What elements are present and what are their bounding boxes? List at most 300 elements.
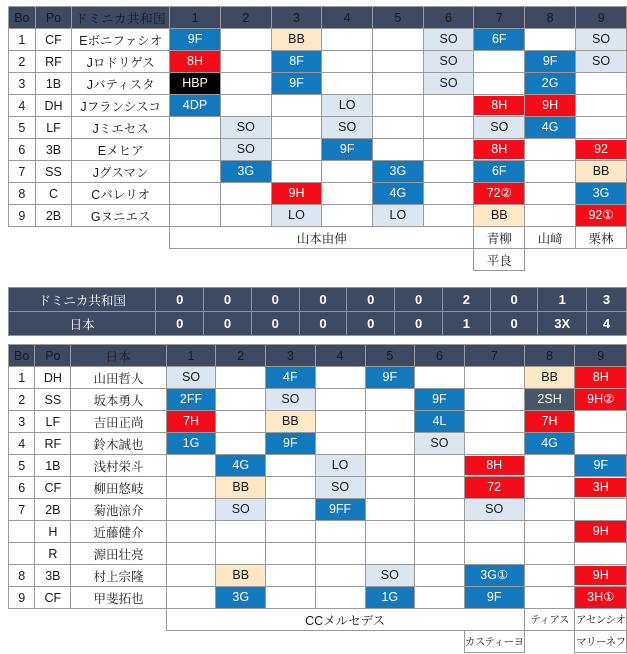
at-bat-cell[interactable] (464, 433, 524, 455)
at-bat-cell[interactable] (170, 117, 221, 139)
at-bat-cell[interactable] (170, 183, 221, 205)
player-name: Cバレリオ (72, 183, 170, 205)
position: LF (35, 117, 72, 139)
at-bat-cell[interactable] (464, 477, 524, 499)
at-bat-cell[interactable] (415, 389, 465, 411)
at-bat-result (366, 433, 415, 454)
at-bat-result: 9FF (316, 499, 365, 520)
at-bat-cell[interactable] (365, 543, 415, 565)
at-bat-result: 3H (575, 478, 626, 497)
at-bat-cell[interactable] (423, 139, 474, 161)
at-bat-cell[interactable] (166, 565, 216, 587)
at-bat-cell[interactable] (524, 477, 575, 499)
at-bat-cell[interactable] (474, 139, 525, 161)
position: CF (35, 477, 71, 499)
at-bat-cell[interactable] (266, 521, 316, 543)
at-bat-cell[interactable] (266, 499, 316, 521)
at-bat-cell[interactable] (315, 411, 365, 433)
at-bat-cell[interactable] (315, 543, 365, 565)
position: CF (35, 29, 72, 51)
at-bat-cell[interactable] (322, 117, 373, 139)
at-bat-cell[interactable] (216, 455, 266, 477)
at-bat-cell[interactable] (373, 183, 424, 205)
at-bat-cell[interactable] (576, 139, 627, 161)
at-bat-cell[interactable] (315, 433, 365, 455)
at-bat-result: 6F (474, 29, 524, 50)
at-bat-cell[interactable] (423, 183, 474, 205)
at-bat-cell[interactable] (575, 521, 627, 543)
at-bat-result: 6F (474, 161, 524, 182)
at-bat-cell[interactable] (266, 543, 316, 565)
at-bat-cell[interactable] (170, 73, 221, 95)
at-bat-cell[interactable] (365, 389, 415, 411)
header-po: Po (35, 7, 72, 29)
pitcher-row-gutter (9, 249, 170, 271)
at-bat-cell[interactable] (365, 411, 415, 433)
table-header-row (9, 345, 627, 367)
at-bat-cell[interactable] (216, 521, 266, 543)
position: DH (35, 367, 71, 389)
at-bat-cell[interactable] (575, 411, 627, 433)
at-bat-cell[interactable] (464, 521, 524, 543)
pitcher-name[interactable]: アセンシオ (575, 609, 627, 631)
at-bat-cell[interactable] (575, 367, 627, 389)
at-bat-cell[interactable] (166, 587, 216, 609)
batter-row (9, 565, 627, 587)
at-bat-cell[interactable] (166, 389, 216, 411)
at-bat-cell[interactable] (216, 389, 266, 411)
at-bat-result (167, 587, 216, 608)
at-bat-cell[interactable] (524, 521, 575, 543)
at-bat-result: 9F (465, 587, 524, 608)
at-bat-result: 1G (366, 587, 415, 608)
at-bat-cell[interactable] (365, 587, 415, 609)
at-bat-cell[interactable] (322, 139, 373, 161)
at-bat-cell[interactable] (220, 117, 271, 139)
header-inning-8: 8 (524, 345, 575, 367)
at-bat-cell[interactable] (315, 587, 365, 609)
at-bat-result (415, 477, 464, 498)
at-bat-cell[interactable] (322, 29, 373, 51)
at-bat-result (170, 117, 220, 138)
at-bat-cell[interactable] (576, 183, 627, 205)
at-bat-cell[interactable] (576, 73, 627, 95)
at-bat-cell[interactable] (464, 543, 524, 565)
at-bat-cell[interactable] (315, 367, 365, 389)
at-bat-result (575, 499, 626, 520)
at-bat-cell[interactable] (525, 183, 576, 205)
at-bat-cell[interactable] (170, 139, 221, 161)
at-bat-cell[interactable] (170, 205, 221, 227)
at-bat-result: 3G (216, 587, 265, 608)
at-bat-result (424, 183, 474, 204)
at-bat-cell[interactable] (576, 29, 627, 51)
batter-row (9, 367, 627, 389)
at-bat-cell[interactable] (322, 95, 373, 117)
at-bat-result (322, 51, 372, 72)
at-bat-cell[interactable] (266, 587, 316, 609)
at-bat-cell[interactable] (315, 499, 365, 521)
pitcher-name[interactable]: 平良 (474, 249, 525, 271)
at-bat-cell[interactable] (315, 521, 365, 543)
at-bat-cell[interactable] (524, 389, 575, 411)
at-bat-cell[interactable] (525, 205, 576, 227)
at-bat-cell[interactable] (415, 455, 465, 477)
at-bat-cell[interactable] (271, 161, 322, 183)
at-bat-cell[interactable] (464, 411, 524, 433)
at-bat-cell[interactable] (464, 499, 524, 521)
at-bat-cell[interactable] (365, 477, 415, 499)
at-bat-result (576, 73, 626, 94)
at-bat-cell[interactable] (271, 95, 322, 117)
at-bat-cell[interactable] (365, 455, 415, 477)
at-bat-cell[interactable] (271, 183, 322, 205)
pitcher-name[interactable]: 栗林 (576, 227, 627, 249)
at-bat-cell[interactable] (576, 161, 627, 183)
at-bat-cell[interactable] (415, 543, 465, 565)
at-bat-cell[interactable] (575, 477, 627, 499)
at-bat-result: 9H (272, 183, 322, 204)
at-bat-cell[interactable] (166, 521, 216, 543)
at-bat-cell[interactable] (415, 477, 465, 499)
at-bat-result: 7H (525, 411, 575, 432)
at-bat-cell[interactable] (271, 51, 322, 73)
at-bat-cell[interactable] (220, 161, 271, 183)
at-bat-cell[interactable] (525, 117, 576, 139)
batting-order: 7 (9, 499, 35, 521)
at-bat-cell[interactable] (322, 73, 373, 95)
batting-order: 2 (9, 51, 36, 73)
at-bat-result (465, 367, 524, 388)
batter-row (9, 29, 627, 51)
player-name: 近藤健介 (71, 521, 166, 543)
at-bat-cell[interactable] (525, 95, 576, 117)
batter-row (9, 521, 627, 543)
at-bat-cell[interactable] (216, 499, 266, 521)
at-bat-result (322, 205, 372, 226)
linescore-inning-7: 1 (442, 312, 490, 336)
pitcher-row-primary (9, 227, 627, 249)
at-bat-result (366, 521, 415, 542)
at-bat-cell[interactable] (464, 587, 524, 609)
at-bat-cell[interactable] (216, 543, 266, 565)
at-bat-cell[interactable] (464, 455, 524, 477)
at-bat-cell[interactable] (373, 139, 424, 161)
at-bat-result: 3G① (465, 565, 524, 586)
linescore-team-name: ドミニカ共和国 (9, 288, 156, 312)
at-bat-cell[interactable] (271, 29, 322, 51)
at-bat-cell[interactable] (373, 117, 424, 139)
at-bat-cell[interactable] (524, 499, 575, 521)
linescore-inning-1: 0 (156, 288, 204, 312)
at-bat-cell[interactable] (576, 205, 627, 227)
at-bat-cell[interactable] (365, 433, 415, 455)
at-bat-result (424, 117, 474, 138)
at-bat-cell[interactable] (423, 117, 474, 139)
position: DH (35, 95, 72, 117)
at-bat-result (170, 139, 220, 160)
at-bat-cell[interactable] (271, 73, 322, 95)
at-bat-result (415, 565, 464, 586)
at-bat-cell[interactable] (170, 95, 221, 117)
at-bat-cell[interactable] (524, 433, 575, 455)
at-bat-result: SO (221, 117, 271, 138)
at-bat-cell[interactable] (166, 433, 216, 455)
at-bat-result (576, 95, 626, 116)
at-bat-cell[interactable] (170, 51, 221, 73)
batting-order: 3 (9, 411, 35, 433)
at-bat-cell[interactable] (365, 565, 415, 587)
at-bat-cell[interactable] (575, 499, 627, 521)
at-bat-cell[interactable] (170, 29, 221, 51)
player-name: 山田哲人 (71, 367, 166, 389)
at-bat-cell[interactable] (266, 477, 316, 499)
at-bat-result (322, 73, 372, 94)
at-bat-cell[interactable] (575, 587, 627, 609)
at-bat-result: LO (316, 455, 365, 476)
at-bat-cell[interactable] (474, 29, 525, 51)
at-bat-cell[interactable] (576, 51, 627, 73)
position: 2B (35, 205, 72, 227)
at-bat-cell[interactable] (525, 29, 576, 51)
batter-row (9, 161, 627, 183)
at-bat-result (266, 521, 315, 542)
at-bat-cell[interactable] (524, 455, 575, 477)
at-bat-result (272, 161, 322, 182)
pitcher-gap (524, 631, 575, 653)
at-bat-cell[interactable] (271, 205, 322, 227)
at-bat-cell[interactable] (322, 161, 373, 183)
at-bat-cell[interactable] (423, 95, 474, 117)
linescore-inning-6: 0 (395, 288, 443, 312)
pitcher-name[interactable]: カスティーヨ (464, 631, 524, 653)
at-bat-cell[interactable] (220, 183, 271, 205)
at-bat-cell[interactable] (415, 433, 465, 455)
at-bat-cell[interactable] (365, 499, 415, 521)
player-name: 坂本勇人 (71, 389, 166, 411)
at-bat-cell[interactable] (474, 95, 525, 117)
at-bat-result (366, 499, 415, 520)
at-bat-cell[interactable] (464, 367, 524, 389)
at-bat-cell[interactable] (216, 477, 266, 499)
at-bat-cell[interactable] (423, 29, 474, 51)
at-bat-cell[interactable] (373, 51, 424, 73)
pitcher-name[interactable]: ティアス (524, 609, 575, 631)
at-bat-result (465, 411, 524, 432)
at-bat-cell[interactable] (464, 565, 524, 587)
at-bat-cell[interactable] (266, 389, 316, 411)
at-bat-cell[interactable] (271, 139, 322, 161)
batter-row (9, 587, 627, 609)
at-bat-result: 7H (167, 411, 216, 432)
at-bat-result (366, 455, 415, 476)
header-inning-8: 8 (525, 7, 576, 29)
at-bat-cell[interactable] (266, 455, 316, 477)
at-bat-result (272, 95, 322, 116)
at-bat-cell[interactable] (166, 367, 216, 389)
at-bat-cell[interactable] (266, 367, 316, 389)
at-bat-cell[interactable] (415, 565, 465, 587)
header-inning-2: 2 (220, 7, 271, 29)
at-bat-cell[interactable] (373, 29, 424, 51)
at-bat-cell[interactable] (524, 543, 575, 565)
player-name: Jミエセス (72, 117, 170, 139)
at-bat-cell[interactable] (166, 411, 216, 433)
header-inning-4: 4 (322, 7, 373, 29)
at-bat-cell[interactable] (575, 565, 627, 587)
at-bat-cell[interactable] (415, 587, 465, 609)
header-inning-2: 2 (216, 345, 266, 367)
at-bat-cell[interactable] (315, 389, 365, 411)
header-bo: Bo (9, 7, 36, 29)
at-bat-cell[interactable] (524, 411, 575, 433)
batter-row (9, 183, 627, 205)
at-bat-result (216, 411, 265, 432)
at-bat-cell[interactable] (365, 521, 415, 543)
at-bat-result: 9F (525, 51, 575, 72)
at-bat-cell[interactable] (423, 205, 474, 227)
at-bat-cell[interactable] (216, 367, 266, 389)
at-bat-cell[interactable] (216, 411, 266, 433)
linescore-block (8, 287, 627, 336)
at-bat-cell[interactable] (415, 367, 465, 389)
at-bat-cell[interactable] (266, 433, 316, 455)
pitcher-name[interactable]: 青柳 (474, 227, 525, 249)
at-bat-cell[interactable] (166, 477, 216, 499)
at-bat-cell[interactable] (315, 455, 365, 477)
at-bat-cell[interactable] (474, 73, 525, 95)
at-bat-cell[interactable] (525, 139, 576, 161)
at-bat-cell[interactable] (216, 433, 266, 455)
at-bat-cell[interactable] (373, 73, 424, 95)
at-bat-result: HBP (170, 73, 220, 94)
at-bat-result (415, 521, 464, 542)
at-bat-cell[interactable] (266, 411, 316, 433)
at-bat-cell[interactable] (415, 521, 465, 543)
at-bat-cell[interactable] (415, 411, 465, 433)
at-bat-result (525, 521, 575, 542)
at-bat-cell[interactable] (474, 161, 525, 183)
batter-row (9, 499, 627, 521)
at-bat-cell[interactable] (575, 389, 627, 411)
at-bat-cell[interactable] (220, 95, 271, 117)
batting-order: 6 (9, 139, 36, 161)
at-bat-result (415, 543, 464, 564)
at-bat-cell[interactable] (315, 565, 365, 587)
at-bat-cell[interactable] (575, 543, 627, 565)
at-bat-cell[interactable] (220, 205, 271, 227)
at-bat-cell[interactable] (266, 565, 316, 587)
at-bat-cell[interactable] (373, 161, 424, 183)
at-bat-cell[interactable] (373, 95, 424, 117)
at-bat-cell[interactable] (474, 117, 525, 139)
at-bat-cell[interactable] (524, 565, 575, 587)
at-bat-cell[interactable] (575, 433, 627, 455)
batting-order (9, 543, 35, 565)
at-bat-cell[interactable] (216, 565, 266, 587)
at-bat-result: 8H (465, 456, 524, 475)
at-bat-cell[interactable] (423, 161, 474, 183)
at-bat-result: 3G (576, 183, 626, 204)
pitcher-name[interactable]: マリーネフ (575, 631, 627, 653)
linescore-row (9, 288, 627, 312)
player-name: Eボニファシオ (72, 29, 170, 51)
at-bat-cell[interactable] (474, 205, 525, 227)
batter-row (9, 433, 627, 455)
header-inning-3: 3 (271, 7, 322, 29)
player-name: 村上宗隆 (71, 565, 166, 587)
at-bat-cell[interactable] (576, 117, 627, 139)
at-bat-cell[interactable] (220, 51, 271, 73)
at-bat-result: 9F (272, 73, 322, 94)
at-bat-cell[interactable] (216, 587, 266, 609)
at-bat-cell[interactable] (524, 367, 575, 389)
batter-row (9, 139, 627, 161)
at-bat-cell[interactable] (166, 543, 216, 565)
position: 1B (35, 73, 72, 95)
at-bat-result: BB (576, 161, 626, 182)
at-bat-cell[interactable] (423, 73, 474, 95)
linescore-inning-9: 3X (538, 312, 587, 336)
at-bat-cell[interactable] (365, 367, 415, 389)
at-bat-cell[interactable] (220, 73, 271, 95)
at-bat-cell[interactable] (166, 455, 216, 477)
at-bat-result (525, 29, 575, 50)
at-bat-cell[interactable] (576, 95, 627, 117)
player-name: Jグスマン (72, 161, 170, 183)
at-bat-result (266, 499, 315, 520)
at-bat-cell[interactable] (315, 477, 365, 499)
position: RF (35, 51, 72, 73)
at-bat-cell[interactable] (423, 51, 474, 73)
at-bat-cell[interactable] (322, 51, 373, 73)
at-bat-result (576, 117, 626, 138)
at-bat-cell[interactable] (474, 51, 525, 73)
at-bat-cell[interactable] (464, 389, 524, 411)
at-bat-cell[interactable] (166, 499, 216, 521)
at-bat-result: 4L (415, 411, 464, 432)
at-bat-cell[interactable] (220, 29, 271, 51)
at-bat-cell[interactable] (525, 73, 576, 95)
at-bat-cell[interactable] (525, 161, 576, 183)
at-bat-result: 4G (525, 117, 575, 138)
at-bat-cell[interactable] (170, 161, 221, 183)
at-bat-result: 8H (575, 367, 626, 388)
pitcher-name[interactable]: 山﨑 (525, 227, 576, 249)
player-name: 源田壮亮 (71, 543, 166, 565)
at-bat-cell[interactable] (322, 183, 373, 205)
at-bat-result: 3G (221, 161, 271, 182)
position: H (35, 521, 71, 543)
at-bat-cell[interactable] (271, 117, 322, 139)
at-bat-result: 92① (576, 205, 626, 226)
position: C (35, 183, 72, 205)
at-bat-cell[interactable] (474, 183, 525, 205)
at-bat-cell[interactable] (575, 455, 627, 477)
at-bat-cell[interactable] (415, 499, 465, 521)
at-bat-cell[interactable] (524, 587, 575, 609)
at-bat-result (525, 477, 575, 498)
at-bat-cell[interactable] (322, 205, 373, 227)
at-bat-cell[interactable] (220, 139, 271, 161)
pitcher-name[interactable]: CCメルセデス (166, 609, 524, 631)
at-bat-result: 4G (373, 183, 423, 204)
pitcher-name[interactable]: 山本由伸 (170, 227, 474, 249)
batter-row (9, 73, 627, 95)
at-bat-cell[interactable] (373, 205, 424, 227)
linescore-inning-3: 0 (251, 312, 299, 336)
at-bat-cell[interactable] (525, 51, 576, 73)
